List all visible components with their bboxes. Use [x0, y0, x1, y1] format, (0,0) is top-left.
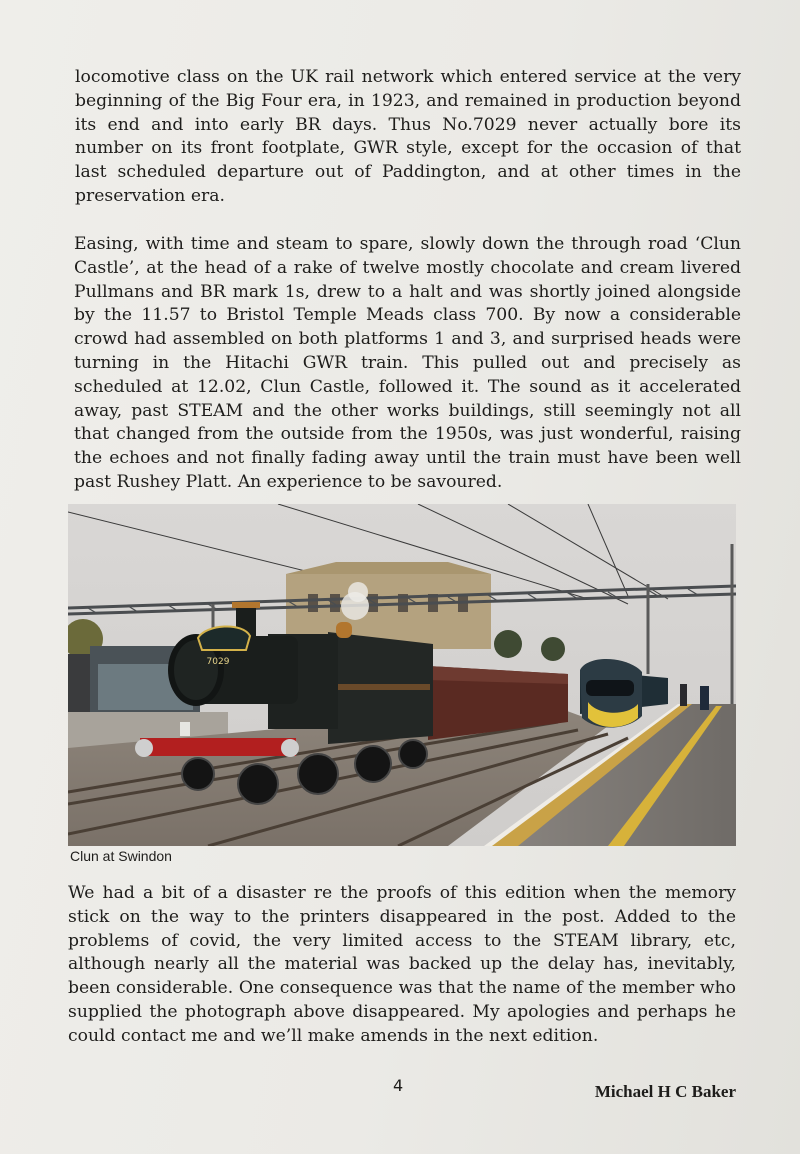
body-paragraph-1: locomotive class on the UK rail network which entered service at the very beginning of the Big Four era, in 1923, and remained in production beyond its end and into early BR days. Thus No.7029 never actually bore its number on its front footplate, GWR style, except for the occasion of that last scheduled departure out of Paddington, and at other times in the preservation era. [75, 67, 741, 206]
loco-number: 7029 [206, 657, 230, 667]
body-paragraph-2: Easing, with time and steam to spare, slowly down the through road ‘Clun Castle’, at the head of a rake of twelve mostly chocolate and cream livered Pullmans and BR mark 1s, drew to a halt and was shortly joined alongside by the 11.57 to Bristol Temple Meads class 700. By now a considerable crowd had assembled on both platforms 1 and 3, and surprised heads were turning in the Hitachi GWR train. This pulled out and precisely as scheduled at 12.02, Clun Castle, followed it. The sound as it accelerated away, past STEAM and the other works buildings, still seemingly not all that changed from the outside from the 1950s, was just wonderful, raising the echoes and not finally fading away until the train must have been well past Rushey Platt. An experience to be savoured. [74, 234, 741, 492]
page-number: 4 [393, 1076, 404, 1095]
body-paragraph-3: We had a bit of a disaster re the proofs of this edition when the memory stick on the way to the printers disappeared in the post. Added to the problems of covid, the very limited access to the STEAM library, etc, although nearly all the material was backed up the delay has, inevitably, been considerable. One consequence was that the name of the member who supplied the photograph above disappeared. My apologies and perhaps he could contact me and we’ll make amends in the next edition. [68, 883, 736, 1046]
photo-caption: Clun at Swindon [70, 848, 172, 864]
train-photograph [68, 504, 736, 846]
author-name: Michael H C Baker [594, 1082, 736, 1101]
